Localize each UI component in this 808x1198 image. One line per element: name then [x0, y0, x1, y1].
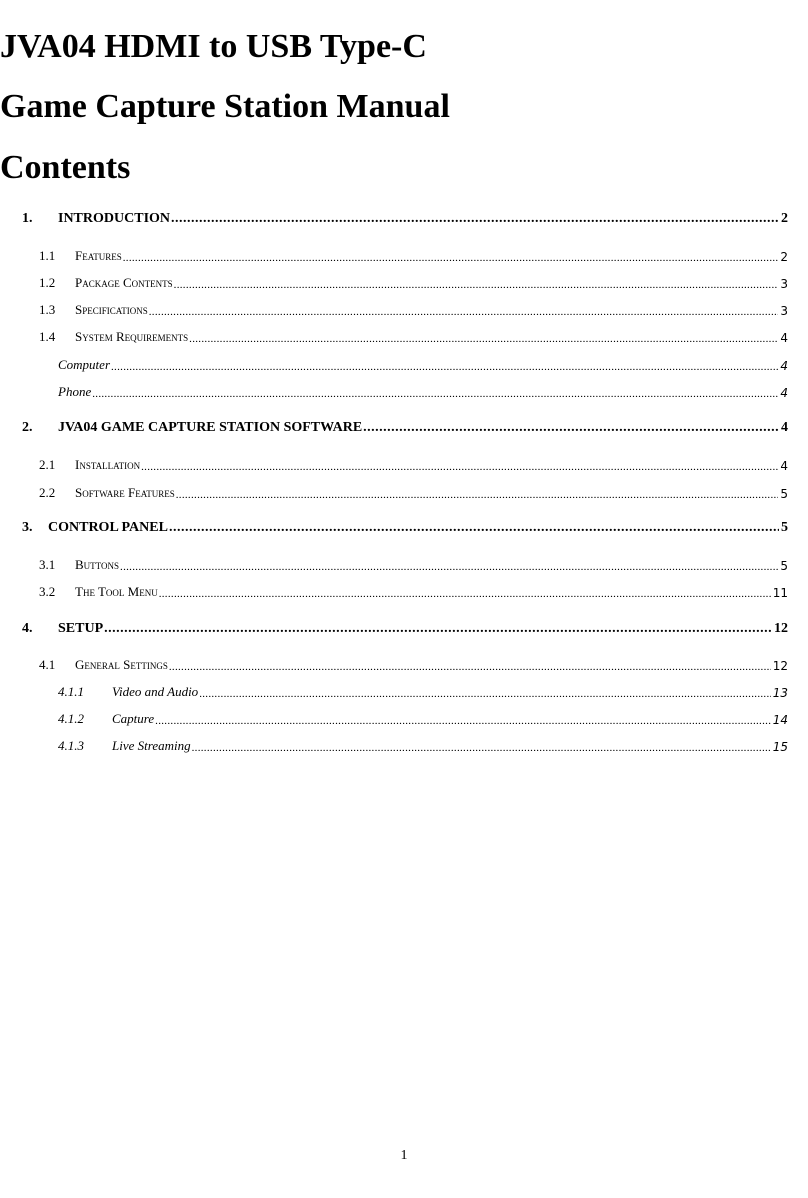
toc-dot-leader — [104, 621, 772, 637]
toc-entry-number: 2.1 — [39, 457, 56, 472]
toc-entry[interactable] — [22, 707, 788, 727]
toc-dot-leader — [189, 333, 778, 345]
toc-entry-number: 4.1.3 — [58, 738, 84, 753]
toc-dot-leader — [111, 361, 778, 373]
toc-entry-title: Phone — [58, 384, 92, 399]
toc-entry-number: 3. — [22, 520, 33, 535]
toc-entry[interactable] — [22, 453, 788, 473]
toc-entry-number: 4.1 — [39, 657, 56, 672]
toc-entry[interactable] — [22, 353, 788, 373]
toc-entry[interactable] — [22, 617, 788, 637]
toc-entry[interactable] — [22, 380, 788, 400]
toc-entry-number: 4.1.1 — [58, 684, 84, 699]
toc-entry-number: 3.2 — [39, 584, 56, 599]
toc-entry-title: The Tool Menu — [75, 584, 158, 599]
toc-entry-page: 12 — [772, 659, 788, 673]
toc-dot-leader — [171, 211, 779, 227]
toc-entry-page: 15 — [772, 740, 788, 754]
toc-entry-number: 1.3 — [39, 302, 56, 317]
toc-entry[interactable] — [22, 516, 788, 536]
toc-entry-title: Installation — [75, 457, 141, 472]
toc-entry[interactable] — [22, 207, 788, 227]
toc-entry-title: Features — [75, 248, 122, 263]
toc-entry-page: 4 — [780, 386, 788, 400]
toc-entry-page: 3 — [780, 277, 788, 291]
toc-entry-page: 13 — [772, 686, 788, 700]
toc-entry[interactable] — [22, 553, 788, 573]
toc-entry-page: 4 — [780, 331, 788, 345]
toc-dot-leader — [120, 561, 778, 573]
toc-entry-title: SETUP — [58, 621, 104, 636]
toc-entry-number: 1. — [22, 211, 33, 226]
toc-entry-page: 14 — [772, 713, 788, 727]
toc-entry-title: Live Streaming — [112, 738, 191, 753]
toc-entry-number: 4.1.2 — [58, 711, 84, 726]
toc-entry[interactable] — [22, 416, 788, 436]
toc-entry-title: Buttons — [75, 557, 120, 572]
toc-entry-page: 2 — [781, 211, 788, 226]
toc-entry-page: 4 — [781, 420, 788, 435]
toc-dot-leader — [169, 661, 771, 673]
toc-entry-number: 4. — [22, 621, 33, 636]
toc-dot-leader — [123, 252, 779, 264]
toc-dot-leader — [176, 489, 779, 501]
toc-dot-leader — [192, 742, 771, 754]
toc-entry-number: 1.1 — [39, 248, 56, 263]
toc-entry-page: 5 — [781, 520, 788, 535]
toc-entry-title: INTRODUCTION — [58, 211, 171, 226]
toc-entry-number: 1.2 — [39, 275, 56, 290]
toc-entry-number: 3.1 — [39, 557, 56, 572]
document-subtitle: Game Capture Station Manual — [0, 88, 450, 125]
toc-entry[interactable] — [22, 244, 788, 264]
toc-entry-title: Package Contents — [75, 275, 173, 290]
toc-entry-title: Specifications — [75, 302, 148, 317]
toc-entry-page: 3 — [780, 304, 788, 318]
toc-dot-leader — [141, 461, 778, 473]
toc-entry[interactable] — [22, 680, 788, 700]
toc-entry-page: 5 — [780, 487, 788, 501]
toc-entry-number: 2.2 — [39, 485, 56, 500]
toc-entry-page: 4 — [780, 459, 788, 473]
toc-entry[interactable] — [22, 580, 788, 600]
toc-entry-number: 1.4 — [39, 329, 56, 344]
toc-entry-title: General Settings — [75, 657, 168, 672]
toc-dot-leader — [92, 388, 778, 400]
toc-entry-number: 2. — [22, 420, 33, 435]
toc-entry-page: 11 — [772, 586, 788, 600]
toc-dot-leader — [169, 520, 779, 536]
toc-entry-page: 12 — [774, 621, 788, 636]
toc-entry-title: Computer — [58, 357, 110, 372]
toc-entry[interactable] — [22, 734, 788, 754]
toc-entry[interactable] — [22, 653, 788, 673]
toc-dot-leader — [149, 306, 779, 318]
toc-entry-page: 5 — [780, 559, 788, 573]
toc-entry-title: Software Features — [75, 485, 175, 500]
page-number: 1 — [400, 1148, 408, 1163]
toc-entry[interactable] — [22, 481, 788, 501]
toc-entry-page: 2 — [780, 250, 788, 264]
toc-dot-leader — [199, 688, 771, 700]
toc-entry-title: System Requirements — [75, 329, 189, 344]
toc-dot-leader — [159, 588, 771, 600]
toc-entry[interactable] — [22, 298, 788, 318]
toc-entry-title: JVA04 GAME CAPTURE STATION SOFTWARE — [58, 420, 363, 435]
toc-entry-title: Capture — [112, 711, 155, 726]
toc-dot-leader — [174, 279, 779, 291]
contents-heading: Contents — [0, 149, 131, 186]
toc-dot-leader — [363, 420, 779, 436]
toc-dot-leader — [155, 715, 771, 727]
toc-entry-title: Video and Audio — [112, 684, 199, 699]
toc-entry-title: CONTROL PANEL — [48, 520, 168, 535]
toc-entry-page: 4 — [780, 359, 788, 373]
toc-entry[interactable] — [22, 325, 788, 345]
toc-entry[interactable] — [22, 271, 788, 291]
document-title: JVA04 HDMI to USB Type-C — [0, 28, 427, 65]
